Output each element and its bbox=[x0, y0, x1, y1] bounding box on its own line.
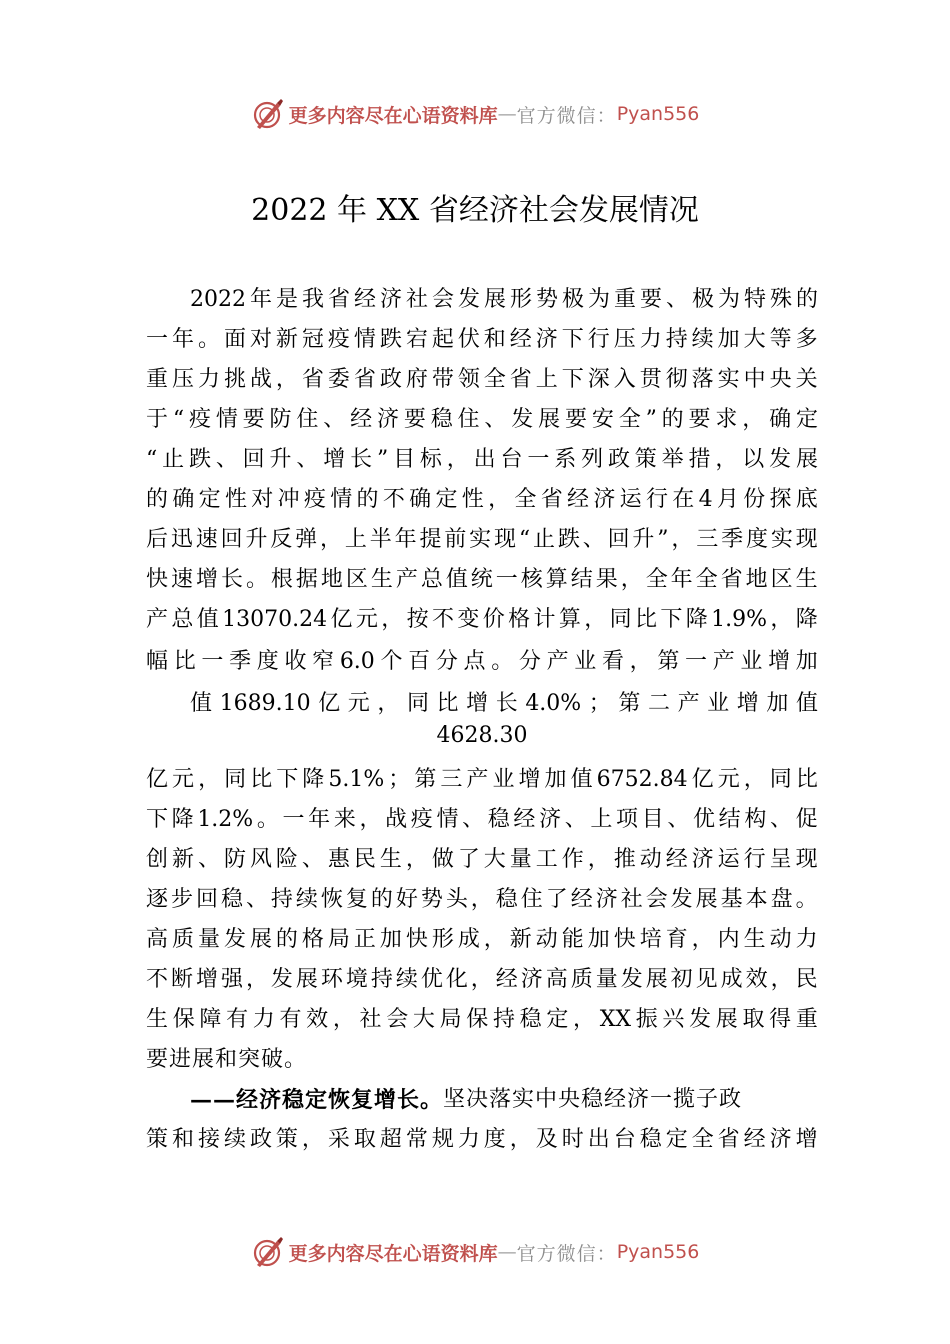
watermark-wechat-id: Pyan556 bbox=[616, 1241, 700, 1263]
section-text: 坚决落实中央稳经济一揽子政 bbox=[443, 1087, 743, 1112]
body-line: 的 确 定 性 对 冲 疫 情 的 不 确 定 性 ， 全 省 经 济 运 行 在 4 月 份 探 底 bbox=[146, 487, 818, 512]
body-line: 要进展和突破。 bbox=[146, 1047, 308, 1072]
watermark-wechat-id: Pyan556 bbox=[616, 103, 700, 125]
body-line: 后 迅 速 回 升 反 弹 ， 上 半 年 提 前 实 现 “ 止 跌 、 回 升 ” ， 三 季 度 实 现 bbox=[146, 527, 818, 552]
watermark-header bbox=[0, 94, 950, 134]
watermark-main-text: 更多内容尽在心语资料库 bbox=[288, 104, 498, 127]
body-line: 创 新 、 防 风 险 、 惠 民 生 ， 做 了 大 量 工 作 ， 推 动 经 济 运 行 呈 现 bbox=[146, 847, 818, 872]
body-line: 2022 年 是 我 省 经 济 社 会 发 展 形 势 极 为 重 要 、 极 为 特 殊 的 bbox=[190, 287, 818, 312]
body-line: 亿 元 ， 同 比 下 降 5.1% ； 第 三 产 业 增 加 值 6752.84 亿 元 ， 同 比 bbox=[146, 767, 818, 792]
body-line: 高 质 量 发 展 的 格 局 正 加 快 形 成 ， 新 动 能 加 快 培 育 ， 内 生 动 力 bbox=[146, 927, 818, 952]
document-title: 2022 年 XX 省经济社会发展情况 bbox=[251, 193, 699, 228]
watermark-wechat-label: 官方微信： bbox=[516, 104, 617, 127]
watermark-dash: — bbox=[497, 1241, 517, 1263]
pen-logo-icon bbox=[251, 97, 285, 131]
body-line: 于 “ 疫 情 要 防 住 、 经 济 要 稳 住 、 发 展 要 安 全 ” 的 要 求 ， 确 定 bbox=[146, 407, 818, 432]
body-line: 快 速 增 长 。 根 据 地 区 生 产 总 值 统 一 核 算 结 果 ， 全 年 全 省 地 区 生 bbox=[146, 567, 818, 592]
body-line: 下 降 1.2% 。 一 年 来 ， 战 疫 情 、 稳 经 济 、 上 项 目 、 优 结 构 、 促 bbox=[146, 807, 818, 832]
pen-logo-icon bbox=[251, 1235, 285, 1269]
watermark-wechat-label: 官方微信： bbox=[516, 1242, 617, 1265]
body-line: 重 压 力 挑 战 ， 省 委 省 政 府 带 领 全 省 上 下 深 入 贯 彻 落 实 中 央 关 bbox=[146, 367, 818, 392]
body-line: 逐 步 回 稳 、 持 续 恢 复 的 好 势 头 ， 稳 住 了 经 济 社 会 发 展 基 本 盘 。 bbox=[146, 887, 818, 912]
watermark-main-text: 更多内容尽在心语资料库 bbox=[288, 1242, 498, 1265]
body-line: 不 断 增 强 ， 发 展 环 境 持 续 优 化 ， 经 济 高 质 量 发 展 初 见 成 效 ， 民 bbox=[146, 967, 818, 992]
section-line bbox=[190, 1080, 818, 1120]
body-line: 幅 比 一 季 度 收 窄 6.0 个 百 分 点 。 分 产 业 看 ， 第 一 产 业 增 加 bbox=[146, 649, 818, 674]
section-heading: ——经济稳定恢复增长。 bbox=[190, 1087, 444, 1113]
body-line: 产 总 值 13070.24 亿 元 ， 按 不 变 价 格 计 算 ， 同 比 下 降 1.9% ， 降 bbox=[146, 607, 818, 632]
body-line: “ 止 跌 、 回 升 、 增 长 ” 目 标 ， 出 台 一 系 列 政 策 举 措 ， 以 发 展 bbox=[146, 447, 818, 472]
body-line: 值 1689.10 亿 元 ， 同 比 增 长 4.0% ； 第 二 产 业 增 加 值 bbox=[190, 691, 818, 716]
body-line: 生 保 障 有 力 有 效 ， 社 会 大 局 保 持 稳 定 ， XX 振 兴 发 展 取 得 重 bbox=[146, 1007, 818, 1032]
body-line-number: 4628.30 bbox=[436, 723, 528, 748]
watermark-dash: — bbox=[497, 103, 517, 125]
watermark-footer bbox=[0, 1232, 950, 1272]
body-line: 策 和 接 续 政 策 ， 采 取 超 常 规 力 度 ， 及 时 出 台 稳 定 全 省 经 济 增 bbox=[146, 1127, 818, 1152]
body-line: 一 年 。 面 对 新 冠 疫 情 跌 宕 起 伏 和 经 济 下 行 压 力 持 续 加 大 等 多 bbox=[146, 327, 818, 352]
